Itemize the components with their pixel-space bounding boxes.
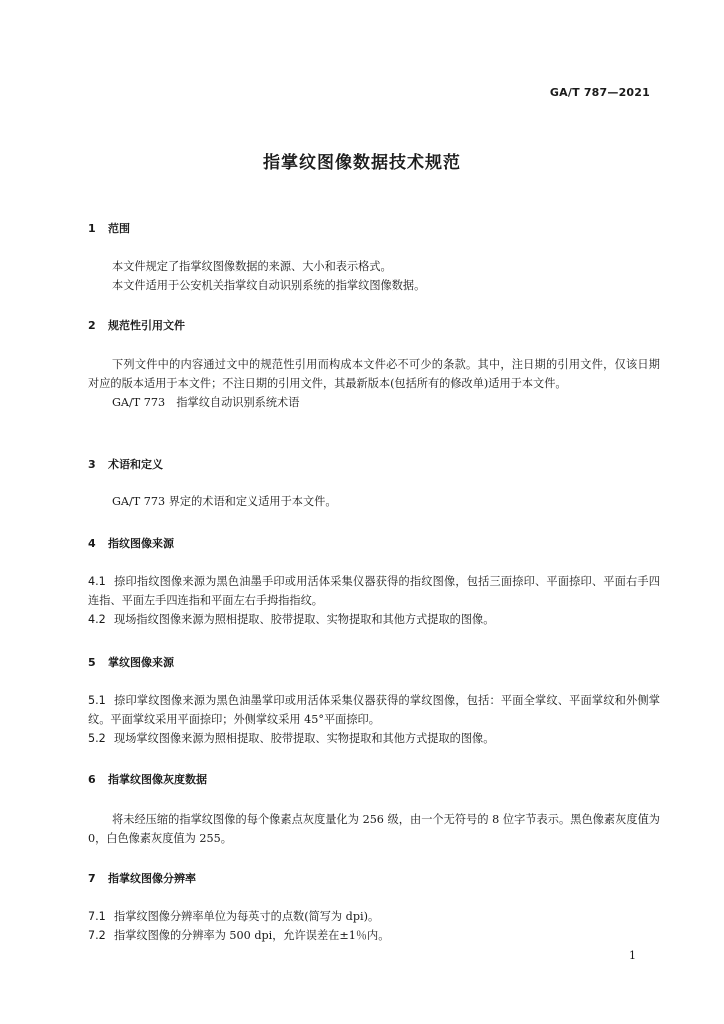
section-body-1 [88, 257, 660, 295]
section-body-2 [88, 355, 660, 412]
section-number: 4 [88, 537, 96, 550]
clause-text: 指掌纹图像分辨率单位为每英寸的点数(简写为 dpi)。 [114, 910, 380, 923]
section-heading-1 [88, 221, 130, 237]
section-title: 指掌纹图像分辨率 [108, 872, 196, 885]
clause [88, 729, 660, 748]
clause [88, 907, 660, 926]
section-title: 范围 [108, 222, 130, 235]
section-number: 3 [88, 458, 96, 471]
document-title: 指掌纹图像数据技术规范 [263, 153, 461, 173]
section-title: 术语和定义 [108, 458, 163, 471]
clause [88, 610, 660, 629]
section-number: 5 [88, 656, 96, 669]
clause-number: 7.1 [88, 910, 106, 923]
paragraph: GA/T 773 界定的术语和定义适用于本文件。 [112, 495, 337, 508]
section-heading-7 [88, 871, 196, 887]
section-body-7 [88, 907, 660, 945]
section-heading-6 [88, 772, 207, 788]
paragraph: 本文件适用于公安机关指掌纹自动识别系统的指掌纹图像数据。 [112, 279, 426, 292]
section-title: 指纹图像来源 [108, 537, 174, 550]
section-title: 掌纹图像来源 [108, 656, 174, 669]
section-number: 2 [88, 319, 96, 332]
clause-number: 4.1 [88, 575, 106, 588]
section-number: 6 [88, 773, 96, 786]
section-number: 7 [88, 872, 96, 885]
paragraph: 将未经压缩的指掌纹图像的每个像素点灰度量化为 256 级，由一个无符号的 8 位字节表示。黑色像素灰度值为 0，白色像素灰度值为 255。 [88, 813, 660, 845]
standard-code: GA/T 787—2021 [549, 86, 650, 99]
paragraph: 下列文件中的内容通过文中的规范性引用而构成本文件必不可少的条款。其中，注日期的引用文件，仅该日期对应的版本适用于本文件；不注日期的引用文件，其最新版本(包括所有的修改单)适用于本文件。 [88, 358, 660, 390]
page-number: 1 [629, 949, 636, 962]
section-title: 规范性引用文件 [108, 319, 185, 332]
clause [88, 691, 660, 729]
clause-number: 7.2 [88, 929, 106, 942]
clause-text: 捺印指纹图像来源为黑色油墨手印或用活体采集仪器获得的指纹图像，包括三面捺印、平面捺印、平面右手四连指、平面左手四连指和平面左右手拇指指纹。 [88, 575, 660, 607]
section-heading-5 [88, 655, 174, 671]
clause-number: 5.2 [88, 732, 106, 745]
paragraph: 本文件规定了指掌纹图像数据的来源、大小和表示格式。 [112, 260, 392, 273]
clause-text: 现场指纹图像来源为照相提取、胶带提取、实物提取和其他方式提取的图像。 [114, 613, 495, 626]
section-number: 1 [88, 222, 96, 235]
clause-number: 4.2 [88, 613, 106, 626]
clause-text: 捺印掌纹图像来源为黑色油墨掌印或用活体采集仪器获得的掌纹图像，包括：平面全掌纹、平面掌纹和外侧掌纹。平面掌纹采用平面捺印；外侧掌纹采用 45°平面捺印。 [88, 694, 660, 726]
section-heading-3 [88, 457, 163, 473]
normative-reference: GA/T 773 指掌纹自动识别系统术语 [112, 396, 300, 409]
clause-number: 5.1 [88, 694, 106, 707]
section-title: 指掌纹图像灰度数据 [108, 773, 207, 786]
clause-text: 指掌纹图像的分辨率为 500 dpi，允许误差在±1％内。 [114, 929, 390, 942]
clause [88, 926, 660, 945]
section-body-4 [88, 572, 660, 629]
clause-text: 现场掌纹图像来源为照相提取、胶带提取、实物提取和其他方式提取的图像。 [114, 732, 495, 745]
clause [88, 572, 660, 610]
section-body-6 [88, 810, 660, 848]
section-body-3 [88, 492, 660, 511]
section-heading-2 [88, 318, 185, 334]
section-heading-4 [88, 536, 174, 552]
section-body-5 [88, 691, 660, 748]
